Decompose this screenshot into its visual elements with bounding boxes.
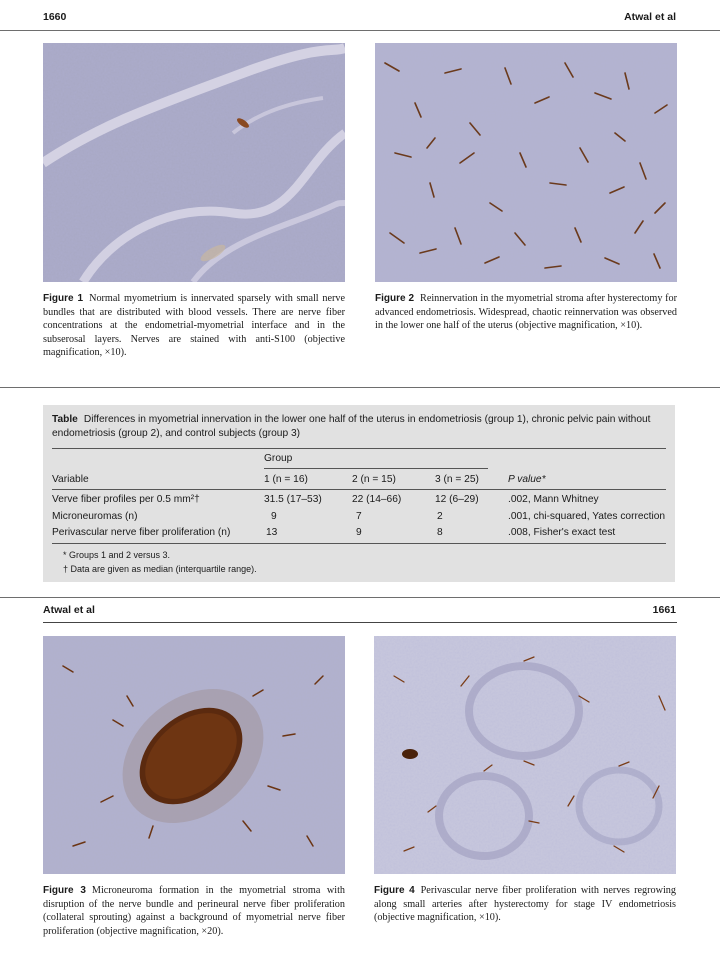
- figure4-caption: [374, 884, 676, 925]
- table-title-text: Differences in myometrial innervation in the lower one half of the uterus in endometriosis (group 1), chronic pelvic pain without endometriosis (group 2), and control subjects (group 3): [52, 414, 651, 439]
- figure1-caption-text: Normal myometrium is innervated sparsely with small nerve bundles that are distributed with blood vessels. There are nerve fiber concentrations at the endometrial-myometrial interface and in the subserosal layers. Nerves are stained with anti-S100 (objective magnification, ×10).: [43, 293, 345, 359]
- figure3-caption-text: Microneuroma formation in the myometrial stroma with disruption of the nerve bundle and perineural nerve fiber proliferation (collateral sprouting) against a background of myometrial nerve fiber proliferation (objective magnification, ×20).: [43, 885, 345, 937]
- figure4-micrograph: [374, 636, 676, 874]
- page-divider-lower: [0, 597, 720, 598]
- figure1-caption: [43, 292, 345, 360]
- table-row-3-group1: 13: [266, 527, 278, 538]
- table-row-2-variable: Microneuromas (n): [52, 511, 138, 522]
- table-row-3-variable: Perivascular nerve fiber proliferation (n): [52, 527, 231, 538]
- table-row-1-group2: 22 (14–66): [352, 494, 402, 505]
- header-rule-bottom: [43, 622, 677, 623]
- table-row-1-variable: Verve fiber profiles per 0.5 mm²†: [52, 494, 200, 505]
- table-col-group3: 3 (n = 25): [435, 474, 479, 485]
- table-col-group2: 2 (n = 15): [352, 474, 396, 485]
- table-row-2-pvalue: .001, chi-squared, Yates correction: [508, 511, 666, 522]
- header-rule-top: [0, 30, 720, 31]
- figure2-caption: [375, 292, 677, 333]
- figure3-label: Figure 3: [43, 885, 86, 896]
- table-label: Table: [52, 414, 78, 425]
- table-group-header: Group: [264, 453, 293, 464]
- table-row-2-group2: 7: [356, 511, 362, 522]
- figure3-micrograph: [43, 636, 345, 874]
- table-row-3-group3: 8: [437, 527, 443, 538]
- table-title: [52, 413, 666, 441]
- table-row-3-pvalue: .008, Fisher's exact test: [508, 527, 616, 538]
- running-head-bottom: Atwal et al: [43, 604, 95, 616]
- table-footnote-2: † Data are given as median (interquartile range).: [63, 564, 257, 574]
- table-row-3-group2: 9: [356, 527, 362, 538]
- table-rule-bottom: [52, 543, 666, 544]
- table-group-rule: [264, 468, 488, 469]
- figure1-label: Figure 1: [43, 293, 84, 304]
- table-row-2-group3: 2: [437, 511, 443, 522]
- page-number-top: 1660: [43, 11, 67, 23]
- page-divider-upper: [0, 387, 720, 388]
- table-row-1-group1: 31.5 (17–53): [264, 494, 322, 505]
- table-row-2-group1: 9: [271, 511, 277, 522]
- table-rule-top: [52, 448, 666, 449]
- table-rule-header: [52, 489, 666, 490]
- data-table: [43, 405, 675, 582]
- figure3-caption: [43, 884, 345, 938]
- table-footnote-1: * Groups 1 and 2 versus 3.: [63, 550, 171, 560]
- figure4-label: Figure 4: [374, 885, 415, 896]
- table-row-1-pvalue: .002, Mann Whitney: [508, 494, 599, 505]
- table-row-1-group3: 12 (6–29): [435, 494, 479, 505]
- figure2-label: Figure 2: [375, 293, 415, 304]
- figure4-caption-text: Perivascular nerve fiber proliferation with nerves regrowing along small arteries after hysterectomy for stage IV endometriosis (objective magnification, ×10).: [374, 885, 676, 924]
- figure2-micrograph: [375, 43, 677, 282]
- page-number-bottom: 1661: [652, 604, 676, 616]
- figure1-micrograph: [43, 43, 345, 282]
- figure2-caption-text: Reinnervation in the myometrial stroma after hysterectomy for advanced endometriosis. Widespread, chaotic reinnervation was observed in the lower one half of the uterus (objective magnification, ×10).: [375, 293, 677, 332]
- table-col-pvalue: P value*: [508, 474, 546, 485]
- running-head-top: Atwal et al: [624, 11, 676, 23]
- table-col-variable: Variable: [52, 474, 89, 485]
- table-col-group1: 1 (n = 16): [264, 474, 308, 485]
